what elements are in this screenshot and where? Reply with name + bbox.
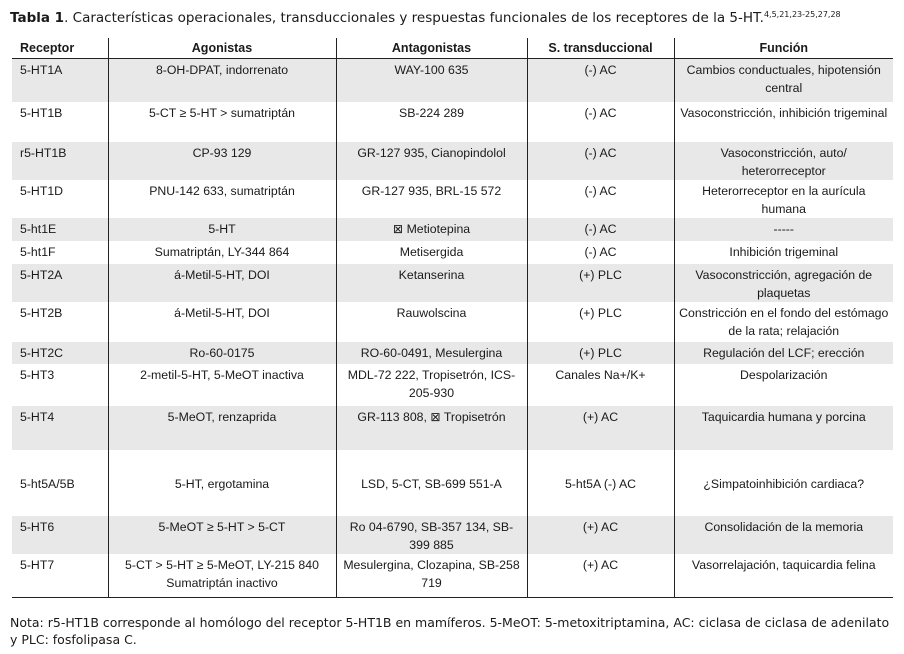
table-row bbox=[12, 59, 893, 102]
cell-funcion: Inhibición trigeminal bbox=[674, 241, 893, 264]
cell-antagonistas: Metisergida bbox=[336, 241, 527, 264]
table-row bbox=[12, 264, 893, 302]
cell-transduccional: (+) AC bbox=[527, 554, 674, 598]
cell-transduccional: (-) AC bbox=[527, 59, 674, 102]
cell-antagonistas: MDL-72 222, Tropisetrón, ICS-205-930 bbox=[336, 364, 527, 406]
cell-agonistas: 8-OH-DPAT, indorrenato bbox=[108, 59, 336, 102]
cell-funcion: ¿Simpatoinhibición cardiaca? bbox=[674, 450, 893, 516]
cell-transduccional: (+) AC bbox=[527, 516, 674, 554]
cell-funcion: Vasoconstricción, inhibición trigeminal bbox=[674, 102, 893, 142]
cell-receptor: 5-HT1A bbox=[12, 59, 108, 102]
table-row bbox=[12, 342, 893, 364]
cell-funcion: Cambios conductuales, hipotensión central bbox=[674, 59, 893, 102]
cell-antagonistas: Ro 04-6790, SB-357 134, SB-399 885 bbox=[336, 516, 527, 554]
cell-agonistas: 5-CT ≥ 5-HT > sumatriptán bbox=[108, 102, 336, 142]
cell-funcion: ----- bbox=[674, 218, 893, 241]
cell-agonistas: á-Metil-5-HT, DOI bbox=[108, 264, 336, 302]
cell-receptor: 5-HT2C bbox=[12, 342, 108, 364]
cell-agonistas: CP-93 129 bbox=[108, 142, 336, 180]
cell-agonistas: 5-HT bbox=[108, 218, 336, 241]
cell-transduccional: 5-ht5A (-) AC bbox=[527, 450, 674, 516]
table-row bbox=[12, 554, 893, 598]
header-receptor: Receptor bbox=[12, 38, 108, 59]
header-agonistas: Agonistas bbox=[108, 38, 336, 59]
cell-receptor: 5-HT7 bbox=[12, 554, 108, 598]
cell-antagonistas: GR-113 808, ⊠ Tropisetrón bbox=[336, 406, 527, 450]
cell-transduccional: (-) AC bbox=[527, 180, 674, 218]
cell-funcion: Vasoconstricción, auto/ heterorreceptor bbox=[674, 142, 893, 180]
table-caption bbox=[10, 6, 894, 27]
cell-receptor: 5-ht1F bbox=[20, 244, 56, 259]
cell-transduccional: (+) PLC bbox=[527, 264, 674, 302]
cell-receptor: 5-ht1E bbox=[12, 218, 108, 241]
cell-agonistas: PNU-142 633, sumatriptán bbox=[108, 180, 336, 218]
cell-antagonistas: LSD, 5-CT, SB-699 551-A bbox=[336, 450, 527, 516]
cell-funcion: Regulación del LCF; erección bbox=[674, 342, 893, 364]
cell-antagonistas: Mesulergina, Clozapina, SB-258 719 bbox=[336, 554, 527, 598]
cell-antagonistas: RO-60-0491, Mesulergina bbox=[336, 342, 527, 364]
cell-funcion: Despolarización bbox=[674, 364, 893, 406]
cell-transduccional: (+) PLC bbox=[527, 342, 674, 364]
cell-funcion: Vasoconstricción, agregación de plaquetas bbox=[674, 264, 893, 302]
table-row bbox=[12, 218, 893, 241]
cell-agonistas: Sumatriptán, LY-344 864 bbox=[108, 241, 336, 264]
table-row bbox=[12, 450, 893, 516]
cell-receptor: 5-ht5A/5B bbox=[20, 476, 75, 491]
cell-agonistas: 5-CT > 5-HT ≥ 5-MeOT, LY-215 840 Sumatriptán inactivo bbox=[108, 554, 336, 598]
cell-transduccional: (-) AC bbox=[527, 241, 674, 264]
cell-agonistas: 5-HT, ergotamina bbox=[108, 450, 336, 516]
cell-transduccional: (-) AC bbox=[527, 142, 674, 180]
table-row bbox=[12, 302, 893, 342]
cell-agonistas: 2-metil-5-HT, 5-MeOT inactiva bbox=[108, 364, 336, 406]
table-row bbox=[12, 516, 893, 554]
cell-transduccional: Canales Na+/K+ bbox=[527, 364, 674, 406]
receptor-table bbox=[12, 38, 893, 598]
cell-transduccional: (-) AC bbox=[527, 102, 674, 142]
cell-antagonistas: GR-127 935, BRL-15 572 bbox=[336, 180, 527, 218]
cell-transduccional: (-) AC bbox=[527, 218, 674, 241]
table-row bbox=[12, 102, 893, 142]
cell-antagonistas: Rauwolscina bbox=[336, 302, 527, 342]
table-row bbox=[12, 180, 893, 218]
cell-antagonistas: Ketanserina bbox=[336, 264, 527, 302]
table-row bbox=[12, 406, 893, 450]
cell-antagonistas: ⊠ Metiotepina bbox=[336, 218, 527, 241]
cell-receptor: 5-HT4 bbox=[12, 406, 108, 450]
cell-funcion: Taquicardia humana y porcina bbox=[674, 406, 893, 450]
cell-transduccional: (+) PLC bbox=[527, 302, 674, 342]
header-row bbox=[12, 38, 893, 59]
cell-antagonistas: WAY-100 635 bbox=[336, 59, 527, 102]
cell-antagonistas: SB-224 289 bbox=[336, 102, 527, 142]
header-funcion: Función bbox=[674, 38, 893, 59]
cell-transduccional: (+) AC bbox=[527, 406, 674, 450]
caption-label: Tabla 1 bbox=[10, 10, 65, 26]
cell-receptor: 5-HT1B bbox=[20, 105, 63, 120]
cell-receptor: 5-HT2A bbox=[12, 264, 108, 302]
cell-funcion: Constricción en el fondo del estómago de la rata; relajación bbox=[674, 302, 893, 342]
cell-agonistas: Ro-60-0175 bbox=[108, 342, 336, 364]
cell-receptor: 5-HT2B bbox=[20, 305, 63, 320]
cell-receptor: r5-HT1B bbox=[12, 142, 108, 180]
cell-agonistas: 5-MeOT ≥ 5-HT > 5-CT bbox=[108, 516, 336, 554]
cell-receptor: 5-HT3 bbox=[20, 367, 55, 382]
header-transduccional: S. transduccional bbox=[527, 38, 674, 59]
table-row bbox=[12, 364, 893, 406]
table-note: Nota: r5-HT1B corresponde al homólogo del receptor 5-HT1B en mamíferos. 5-MeOT: 5-metoxitriptamina, AC: ciclasa de ciclasa de adenilato y PLC: fosfolipasa C. bbox=[10, 615, 890, 647]
caption-text: . Características operacionales, transduccionales y respuestas funcionales de los receptores de la 5-HT. bbox=[64, 10, 764, 26]
cell-funcion: Vasorrelajación, taquicardia felina bbox=[674, 554, 893, 598]
header-antagonistas: Antagonistas bbox=[336, 38, 527, 59]
cell-funcion: Consolidación de la memoria bbox=[674, 516, 893, 554]
cell-agonistas: 5-MeOT, renzaprida bbox=[108, 406, 336, 450]
caption-refs: 4,5,21,23-25,27,28 bbox=[763, 10, 841, 19]
cell-receptor: 5-HT1D bbox=[20, 183, 64, 198]
table-row bbox=[12, 142, 893, 180]
cell-funcion: Heterorreceptor en la aurícula humana bbox=[674, 180, 893, 218]
cell-antagonistas: GR-127 935, Cianopindolol bbox=[336, 142, 527, 180]
cell-agonistas: á-Metil-5-HT, DOI bbox=[108, 302, 336, 342]
cell-receptor: 5-HT6 bbox=[12, 516, 108, 554]
table-row bbox=[12, 241, 893, 264]
